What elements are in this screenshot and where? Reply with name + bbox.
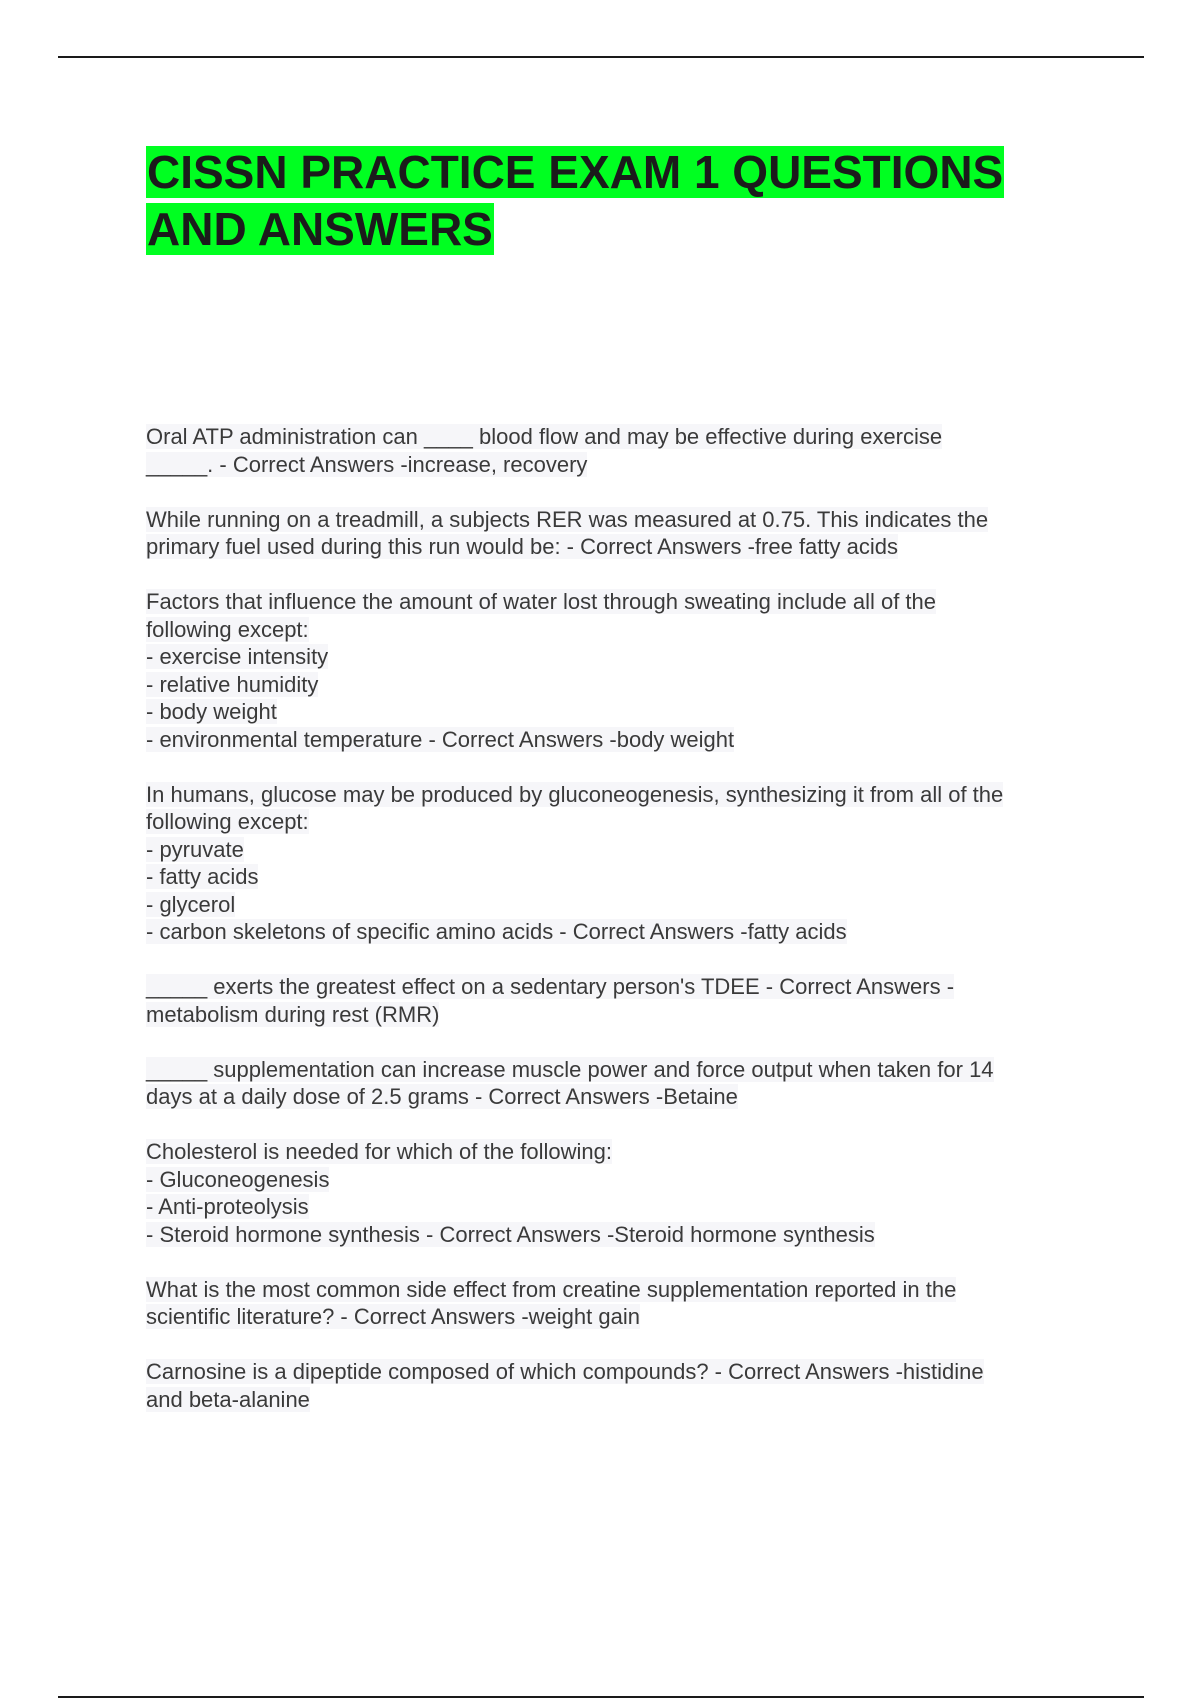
qa-line: [146, 781, 1106, 809]
qa-item: [146, 1056, 1106, 1111]
qa-line: [146, 1056, 1106, 1084]
qa-line: [146, 808, 1106, 836]
qa-line: [146, 1358, 1106, 1386]
qa-line-text: - Gluconeogenesis: [146, 1166, 330, 1192]
title-line: AND ANSWERS: [147, 203, 493, 255]
qa-line-text: - body weight: [146, 699, 277, 724]
qa-line-text: - environmental temperature - Correct Answers -body weight: [146, 726, 735, 752]
qa-line: [146, 588, 1106, 616]
qa-line-text: _____ supplementation can increase muscle power and force output when taken for 14: [146, 1056, 994, 1082]
qa-line: [146, 1276, 1106, 1304]
qa-line-text: following except:: [146, 809, 309, 834]
qa-line: [146, 698, 1106, 726]
qa-line-text: - Steroid hormone synthesis - Correct Answers -Steroid hormone synthesis: [146, 1221, 875, 1247]
qa-line-text: scientific literature? - Correct Answers -weight gain: [146, 1304, 640, 1329]
qa-line-text: - Anti-proteolysis: [146, 1194, 309, 1219]
qa-line-text: What is the most common side effect from creatine supplementation reported in the: [146, 1276, 957, 1302]
qa-line-text: - carbon skeletons of specific amino acids - Correct Answers -fatty acids: [146, 919, 847, 944]
qa-line: [146, 1083, 1106, 1111]
qa-line-text: - exercise intensity: [146, 644, 329, 669]
qa-line: [146, 1386, 1106, 1414]
qa-line-text: Oral ATP administration can ____ blood flow and may be effective during exercise: [146, 424, 943, 449]
qa-item: [146, 781, 1106, 946]
qa-item: [146, 1276, 1106, 1331]
qa-item: [146, 1358, 1106, 1413]
qa-item: [146, 1138, 1106, 1248]
qa-line-text: In humans, glucose may be produced by gluconeogenesis, synthesizing it from all of the: [146, 781, 1004, 807]
qa-line-text: metabolism during rest (RMR): [146, 1001, 440, 1027]
qa-line: [146, 863, 1106, 891]
qa-line-text: following except:: [146, 616, 309, 642]
qa-item: [146, 506, 1106, 561]
qa-line-text: - fatty acids: [146, 864, 259, 889]
qa-line: [146, 506, 1106, 534]
title-line: CISSN PRACTICE EXAM 1 QUESTIONS: [147, 146, 1004, 198]
qa-item: [146, 588, 1106, 753]
qa-line-text: _____. - Correct Answers -increase, recovery: [146, 451, 588, 477]
qa-line: [146, 1221, 1106, 1249]
qa-line-text: - glycerol: [146, 891, 236, 917]
qa-line: [146, 451, 1106, 479]
qa-line: [146, 973, 1106, 1001]
qa-line-text: While running on a treadmill, a subjects RER was measured at 0.75. This indicates the: [146, 506, 989, 532]
qa-line-text: - relative humidity: [146, 671, 319, 697]
qa-line-text: Factors that influence the amount of water lost through sweating include all of the: [146, 589, 937, 614]
footer-rule: [58, 1696, 1144, 1698]
qa-line: [146, 533, 1106, 561]
qa-line: [146, 918, 1106, 946]
qa-line: [146, 891, 1106, 919]
qa-line: [146, 1303, 1106, 1331]
qa-line-text: primary fuel used during this run would be: - Correct Answers -free fatty acids: [146, 534, 898, 559]
qa-line-text: Cholesterol is needed for which of the following:: [146, 1139, 612, 1164]
qa-item: [146, 973, 1106, 1028]
qa-line-text: _____ exerts the greatest effect on a sedentary person's TDEE - Correct Answers -: [146, 974, 955, 999]
qa-line: [146, 726, 1106, 754]
qa-line: [146, 1138, 1106, 1166]
qa-line: [146, 671, 1106, 699]
document-title: [146, 144, 1106, 258]
qa-line: [146, 836, 1106, 864]
header-rule: [58, 56, 1144, 58]
qa-item: [146, 423, 1106, 478]
qa-line-text: days at a daily dose of 2.5 grams - Correct Answers -Betaine: [146, 1084, 738, 1109]
qa-line: [146, 616, 1106, 644]
qa-line: [146, 1001, 1106, 1029]
qa-line: [146, 1193, 1106, 1221]
qa-line: [146, 643, 1106, 671]
qa-line-text: and beta-alanine: [146, 1386, 310, 1412]
qa-line: [146, 423, 1106, 451]
qa-line-text: Carnosine is a dipeptide composed of which compounds? - Correct Answers -histidine: [146, 1359, 984, 1384]
qa-line: [146, 1166, 1106, 1194]
qa-list: [146, 423, 1106, 1441]
qa-line-text: - pyruvate: [146, 836, 244, 862]
